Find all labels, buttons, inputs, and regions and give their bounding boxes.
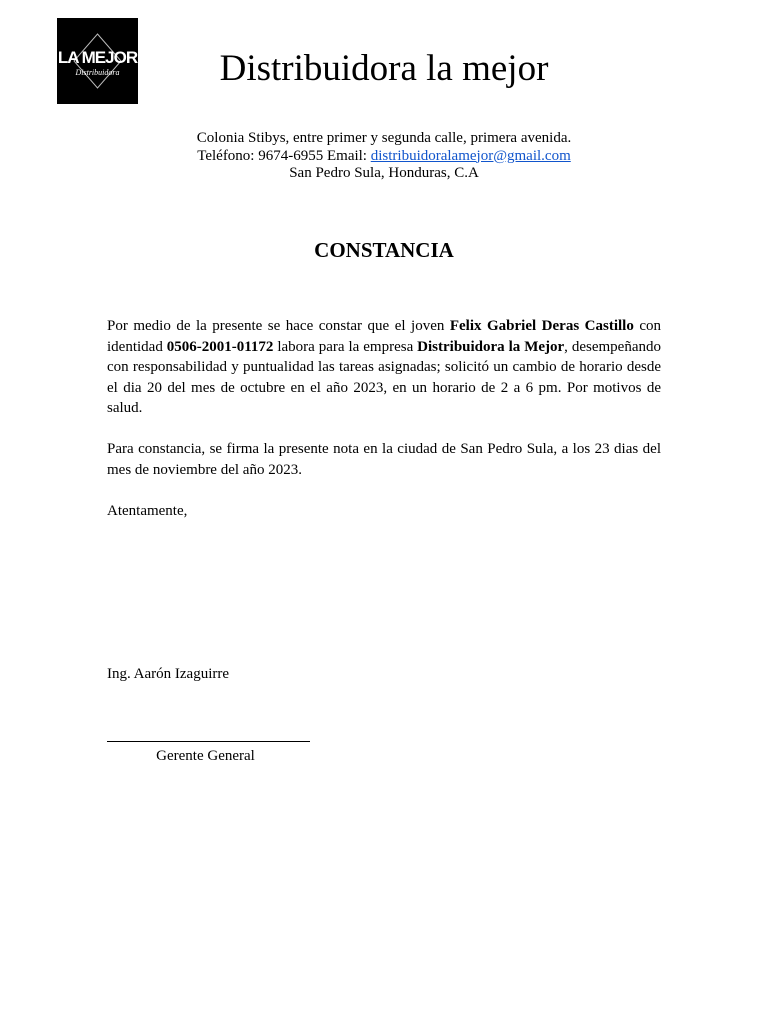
p1-text-1: Por medio de la presente se hace constar que el joven xyxy=(107,318,450,334)
phone-number: 9674-6955 xyxy=(258,147,324,164)
logo-main-text: LA MEJOR xyxy=(57,48,138,67)
address-line: Colonia Stibys, entre primer y segunda calle, primera avenida. xyxy=(196,130,572,146)
company-name: Distribuidora la mejor xyxy=(219,48,549,89)
p1-text-2: con identidad xyxy=(107,318,661,355)
email-label: Email: xyxy=(326,147,367,164)
city-line: San Pedro Sula, Honduras, C.A xyxy=(289,165,479,181)
signer-name: Ing. Aarón Izaguirre xyxy=(107,666,230,682)
signer-title: Gerente General xyxy=(156,748,255,764)
p1-text-3: labora para la empresa xyxy=(273,338,418,355)
document-body xyxy=(107,316,661,542)
closing: Atentamente, xyxy=(107,502,188,519)
employer-name: Distribuidora la Mejor xyxy=(417,338,565,355)
paragraph-2: Para constancia, se firma la presente nota en la ciudad de San Pedro Sula, a los 23 dias del mes de noviembre del año 2023. xyxy=(107,441,661,478)
phone-email-line xyxy=(0,148,768,166)
employee-name: Felix Gabriel Deras Castillo xyxy=(449,318,634,334)
contact-info xyxy=(0,130,768,183)
phone-label: Teléfono: xyxy=(197,147,255,164)
signature-line xyxy=(107,741,310,742)
logo-sub-text: Distribuidora xyxy=(75,68,120,77)
email-link[interactable]: distribuidoralamejor@gmail.com xyxy=(370,147,571,164)
identity-number: 0506-2001-01172 xyxy=(166,338,274,355)
document-title: CONSTANCIA xyxy=(314,238,454,262)
p1-text-4: , desempeñando con responsabilidad y puntualidad las tareas asignadas; solicitó un cambio de horario desde el dia 20 del mes de octubre en el año 2023, en un horario de 2 a 6 pm. Por motivos de salud. xyxy=(107,338,661,416)
paragraph-1 xyxy=(107,316,661,419)
